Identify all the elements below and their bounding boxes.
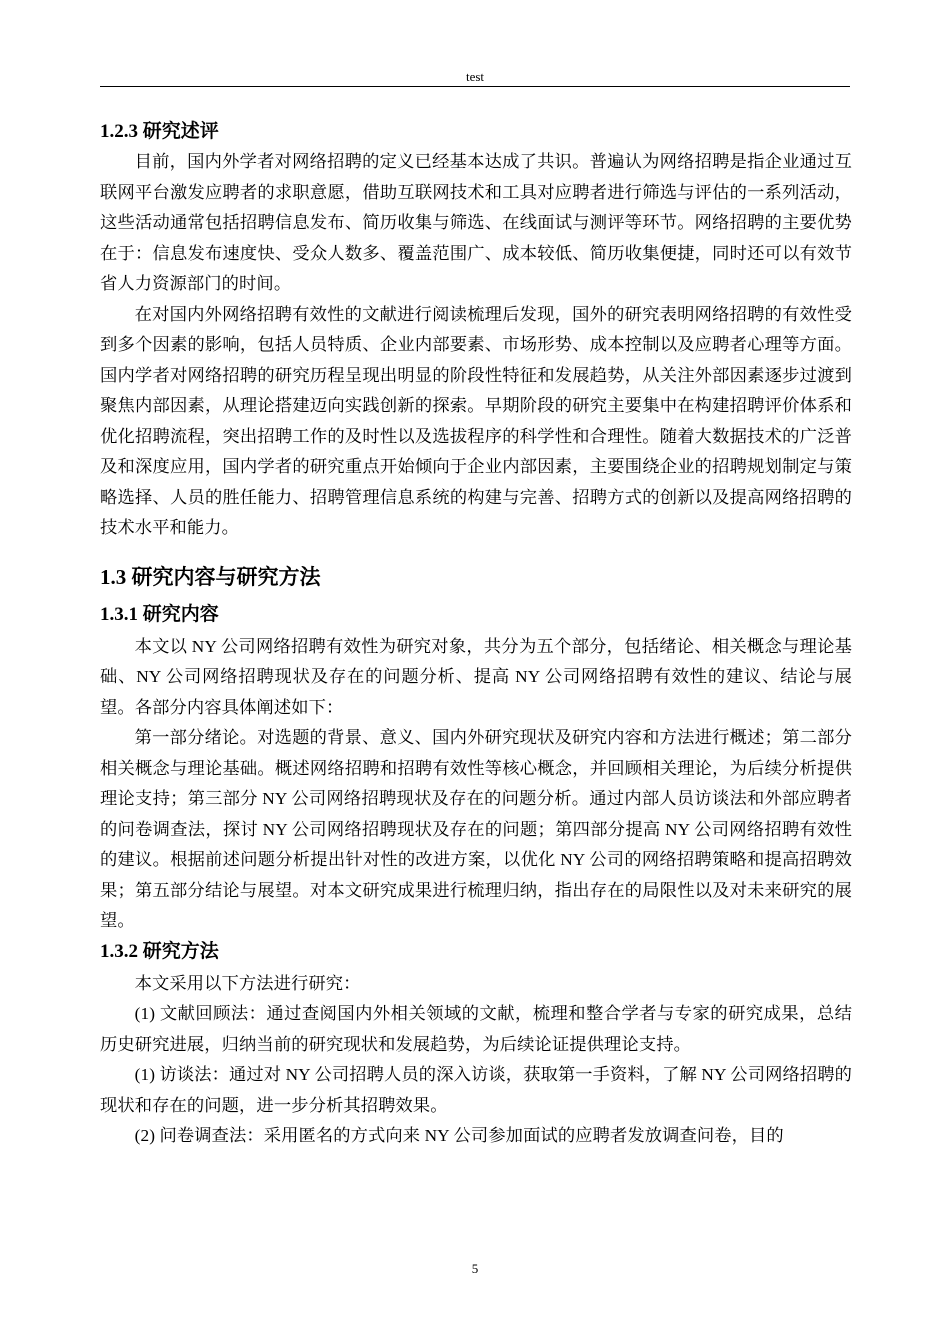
heading-1-3-2: 1.3.2 研究方法: [100, 940, 219, 962]
paragraph: 本文以 NY 公司网络招聘有效性为研究对象，共分为五个部分，包括绪论、相关概念与理论基础、NY 公司网络招聘现状及存在的问题分析、提高 NY 公司网络招聘有效性的建议、结论与展望。各部分内容具体阐述如下：: [100, 636, 852, 717]
list-item: (1) 文献回顾法：通过查阅国内外相关领域的文献，梳理和整合学者与专家的研究成果，总结历史研究进展，归纳当前的研究现状和发展趋势，为后续论证提供理论支持。: [100, 1004, 852, 1054]
paragraph: 目前，国内外学者对网络招聘的定义已经基本达成了共识。普遍认为网络招聘是指企业通过互联网平台激发应聘者的求职意愿，借助互联网技术和工具对应聘者进行筛选与评估的一系列活动，这些活动通常包括招聘信息发布、简历收集与筛选、在线面试与测评等环节。网络招聘的主要优势在于：信息发布速度快、受众人数多、覆盖范围广、成本较低、简历收集便捷，同时还可以有效节省人力资源部门的时间。: [100, 152, 852, 293]
paragraph: 本文采用以下方法进行研究：: [134, 973, 361, 993]
paragraph: 在对国内外网络招聘有效性的文献进行阅读梳理后发现，国外的研究表明网络招聘的有效性受到多个因素的影响，包括人员特质、企业内部要素、市场形势、成本控制以及应聘者心理等方面。国内学者对网络招聘的研究历程呈现出明显的阶段性特征和发展趋势，从关注外部因素逐步过渡到聚焦内部因素，从理论搭建迈向实践创新的探索。早期阶段的研究主要集中在构建招聘评价体系和优化招聘流程，突出招聘工作的及时性以及选拔程序的科学性和合理性。随着大数据技术的广泛普及和深度应用，国内学者的研究重点开始倾向于企业内部因素，主要围绕企业的招聘规划制定与策略选择、人员的胜任能力、招聘管理信息系统的构建与完善、招聘方式的创新以及提高网络招聘的技术水平和能力。: [100, 304, 852, 537]
heading-1-3-1: 1.3.1 研究内容: [100, 603, 219, 625]
page-header: test: [465, 69, 485, 84]
heading-1-2-3: 1.2.3 研究述评: [100, 121, 219, 142]
heading-1-3: 1.3 研究内容与研究方法: [100, 564, 321, 589]
page-number: 5: [471, 1261, 479, 1276]
list-item: (1) 访谈法：通过对 NY 公司招聘人员的深入访谈，获取第一手资料，了解 NY 公司网络招聘的现状和存在的问题，进一步分析其招聘效果。: [100, 1065, 852, 1115]
paragraph: 第一部分绪论。对选题的背景、意义、国内外研究现状及研究内容和方法进行概述；第二部分相关概念与理论基础。概述网络招聘和招聘有效性等核心概念，并回顾相关理论，为后续分析提供理论支持；第三部分 NY 公司网络招聘现状及存在的问题分析。通过内部人员访谈法和外部应聘者的问卷调查法，探讨 NY 公司网络招聘现状及存在的问题；第四部分提高 NY 公司网络招聘有效性的建议。根据前述问题分析提出针对性的改进方案，以优化 NY 公司的网络招聘策略和提高招聘效果；第五部分结论与展望。对本文研究成果进行梳理归纳，指出存在的局限性以及对未来研究的展望。: [100, 728, 852, 930]
list-item: (2) 问卷调查法：采用匿名的方式向来 NY 公司参加面试的应聘者发放调查问卷，目的: [134, 1126, 784, 1145]
page-body: [100, 117, 852, 1152]
header-rule: [100, 86, 850, 87]
